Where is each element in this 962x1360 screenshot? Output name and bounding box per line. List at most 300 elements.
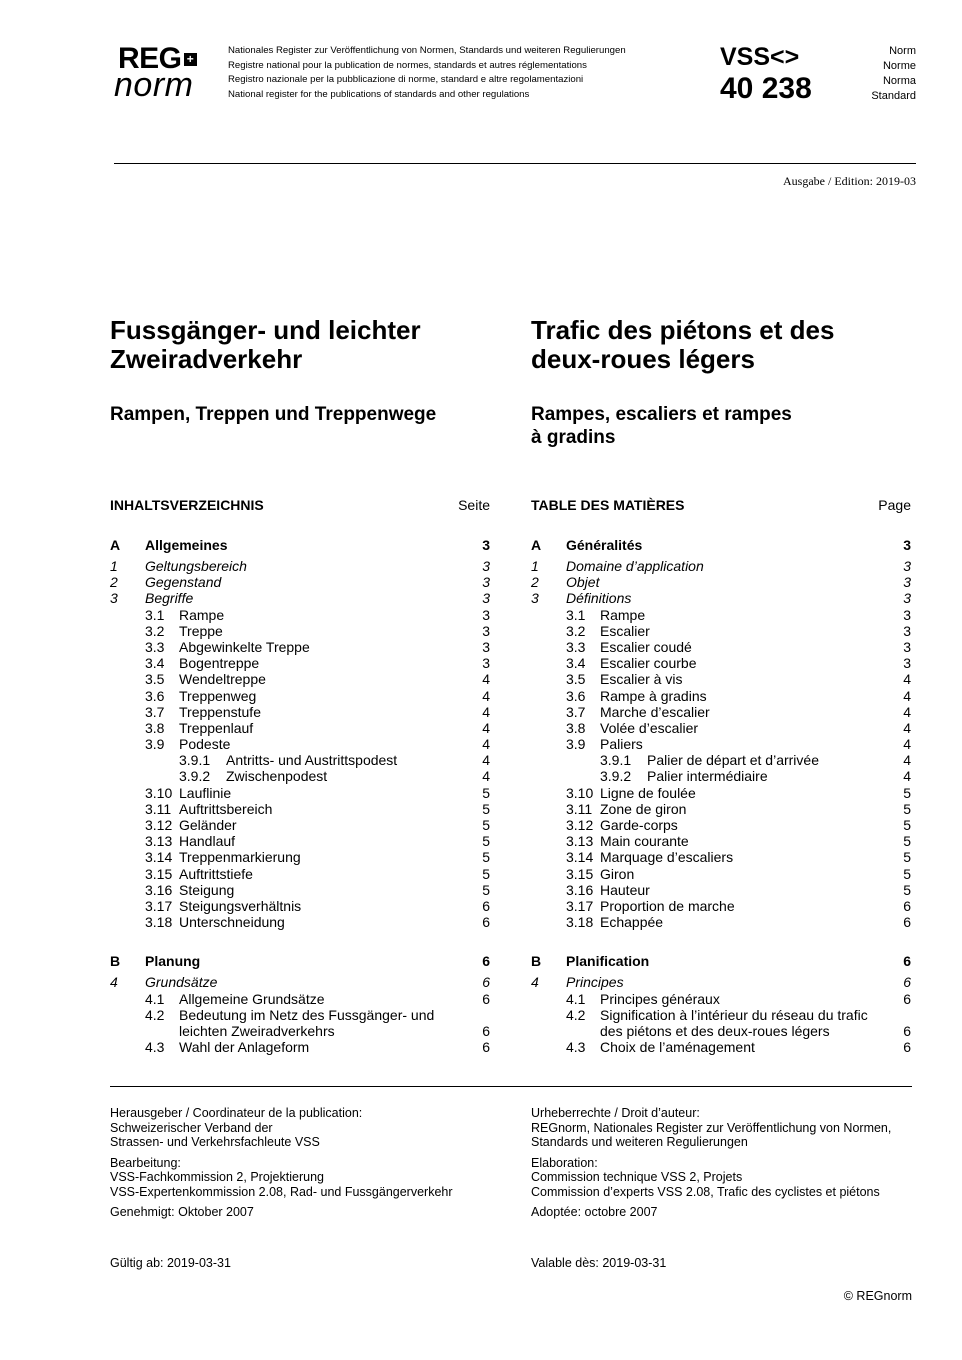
- publisher-block: Herausgeber / Coordinateur de la publication: Schweizerischer Verband der Strassen- und Verkehrsfachleute VSS: [110, 1106, 363, 1149]
- toc-entry: [110, 898, 490, 914]
- toc-page-number: 3: [903, 574, 911, 591]
- toc-page-number: 3: [482, 606, 490, 623]
- toc-subsection: [145, 607, 460, 623]
- toc-page-number: 3: [903, 638, 911, 655]
- toc-subsection-number: 4.3: [566, 1039, 586, 1056]
- toc-subsection-number: 3.10: [145, 784, 173, 801]
- toc-chapter-number: 1: [531, 558, 539, 574]
- toc-list: [110, 535, 490, 1055]
- toc-subsection: [145, 1039, 460, 1055]
- toc-subsection-title: Abgewinkelte Treppe: [179, 638, 310, 655]
- toc-page-label: Seite: [458, 497, 490, 513]
- toc-entry: [110, 801, 490, 817]
- toc-subsection-title: Hauteur: [600, 881, 650, 898]
- toc-entry: [531, 974, 911, 990]
- toc-page-number: 4: [482, 719, 490, 736]
- toc-subsection-title: Proportion de marche: [600, 897, 735, 914]
- toc-page-number: 3: [903, 537, 911, 553]
- toc-subsection: [145, 623, 460, 639]
- toc-subsection-title: Volée d’escalier: [600, 719, 699, 736]
- toc-page-number: 3: [482, 622, 490, 639]
- toc-entry: [110, 866, 490, 882]
- toc-entry: [531, 914, 911, 930]
- toc-subsection-number: 3.13: [566, 833, 594, 850]
- toc-subsection-number: 3.18: [145, 914, 173, 931]
- toc-subsection: [566, 991, 881, 1007]
- toc-subsection: [145, 817, 460, 833]
- toc-subsection-title: Signification à l’intérieur du réseau du trafic: [600, 1006, 868, 1023]
- toc-subsection-number: 3.2: [145, 622, 165, 639]
- toc-header: [110, 495, 490, 515]
- toc-subsection: [566, 720, 881, 736]
- toc-subsection-title: Allgemeine Grundsätze: [179, 990, 325, 1007]
- toc-subsubsection-title: Palier intermédiaire: [647, 768, 768, 785]
- toc-entry: [531, 898, 911, 914]
- toc-entry: [110, 558, 490, 574]
- toc-chapter-title: Objet: [566, 574, 600, 591]
- footer-divider: [110, 1086, 912, 1087]
- toc-page-number: 5: [482, 865, 490, 882]
- toc-subsection: [145, 704, 460, 720]
- toc-entry: [531, 991, 911, 1007]
- copyright-block: Urheberrechte / Droit d’auteur: REGnorm, Nationales Register zur Veröffentlichung von Normen, Standards und weiteren Regulierungen: [531, 1106, 892, 1149]
- toc-entry: [110, 736, 490, 752]
- toc-page-number: 6: [482, 953, 490, 970]
- toc-subsection: [566, 1039, 881, 1055]
- toc-subsection: [145, 785, 460, 801]
- toc-page-number: 6: [903, 1039, 911, 1056]
- toc-subsection-number: 3.10: [566, 784, 594, 801]
- toc-subsection-number: 4.2: [145, 1006, 165, 1023]
- toc-subsubsection: [145, 752, 460, 768]
- toc-subsection-number: 3.13: [145, 833, 173, 850]
- toc-subsection-number: 3.8: [566, 719, 586, 736]
- editing-block: Bearbeitung: VSS-Fachkommission 2, Projektierung VSS-Expertenkommission 2.08, Rad- und Fussgängerverkehr: [110, 1155, 453, 1199]
- toc-heading: TABLE DES MATIÈRES: [531, 497, 685, 513]
- toc-subsection-title: Choix de l’aménagement: [600, 1039, 755, 1056]
- toc-subsection-number: 3.11: [566, 800, 593, 817]
- toc-page-number: 5: [482, 800, 490, 817]
- toc-page-number: 5: [482, 784, 490, 801]
- toc-chapter-title: Gegenstand: [145, 574, 222, 591]
- toc-chapter-number: 2: [531, 574, 539, 591]
- toc-entry: [531, 785, 911, 801]
- toc-entry: [110, 607, 490, 623]
- toc-entry: [531, 849, 911, 865]
- toc-page-number: 4: [903, 687, 911, 704]
- toc-page-number: 6: [482, 990, 490, 1007]
- toc-page-number: 5: [482, 833, 490, 850]
- toc-page-number: 6: [903, 897, 911, 914]
- toc-header: [531, 495, 911, 515]
- toc-entry: [531, 768, 911, 784]
- toc-page-number: 6: [482, 914, 490, 931]
- toc-subsection-title: Unterschneidung: [179, 914, 285, 931]
- toc-page-number: 3: [903, 622, 911, 639]
- toc-subsection: [566, 882, 881, 898]
- toc-chapter-title: Grundsätze: [145, 974, 218, 991]
- toc-page-number: 3: [903, 655, 911, 672]
- toc-entry: [531, 866, 911, 882]
- toc-subsection-title: Bogentreppe: [179, 655, 260, 672]
- toc-page-number: 6: [482, 1039, 490, 1056]
- toc-subsection-number: 3.3: [145, 638, 165, 655]
- toc-subsection-number: 4.3: [145, 1039, 165, 1056]
- toc-subsubsection-number: 3.9.2: [179, 768, 211, 785]
- toc-subsection-title: Giron: [600, 865, 635, 882]
- toc-page-number: 5: [482, 849, 490, 866]
- toc-subsection-title: Treppenlauf: [179, 719, 254, 736]
- toc-subsection-title: Rampe: [179, 606, 225, 623]
- toc-page-number: 3: [903, 590, 911, 607]
- toc-page-number: 4: [482, 687, 490, 704]
- toc-entry: [531, 535, 911, 555]
- toc-subsection-number: 3.12: [145, 817, 173, 833]
- toc-subsection: [566, 639, 881, 655]
- toc-page-label: Page: [878, 497, 911, 513]
- toc-subsection: [145, 866, 460, 882]
- toc-fr: [531, 495, 911, 1055]
- toc-page-number: 6: [903, 990, 911, 1007]
- toc-entry: [531, 882, 911, 898]
- toc-page-number: 5: [903, 784, 911, 801]
- toc-subsection-title: Rampe à gradins: [600, 687, 707, 704]
- toc-subsection: [566, 671, 881, 687]
- toc-entry: [531, 704, 911, 720]
- toc-entry: [531, 607, 911, 623]
- toc-subsection: [566, 736, 881, 752]
- toc-subsection: [566, 914, 881, 930]
- toc-page-number: 4: [482, 768, 490, 785]
- toc-entry: [531, 736, 911, 752]
- regnorm-logo-reg: REG +: [118, 44, 197, 74]
- toc-page-number: 4: [482, 752, 490, 769]
- toc-subsection-title: Echappée: [600, 914, 664, 931]
- toc-subsection-title: Steigungsverhältnis: [179, 897, 302, 914]
- toc-subsection: [145, 991, 460, 1007]
- toc-subsection: [566, 1007, 881, 1039]
- approval-date: Adoptée: octobre 2007: [531, 1205, 658, 1219]
- toc-chapter-title: Geltungsbereich: [145, 558, 247, 574]
- toc-entry: [531, 833, 911, 849]
- toc-page-number: 4: [903, 719, 911, 736]
- toc-subsection: [566, 785, 881, 801]
- swiss-cross-icon: +: [184, 53, 197, 66]
- toc-subsection-number: 3.11: [145, 800, 172, 817]
- toc-entry: [110, 951, 490, 971]
- toc-subsection-title: Escalier coudé: [600, 638, 692, 655]
- toc-page-number: 6: [482, 974, 490, 991]
- toc-page-number: 5: [903, 865, 911, 882]
- toc-subsection: [566, 849, 881, 865]
- toc-page-number: 5: [903, 849, 911, 866]
- toc-entry: [110, 752, 490, 768]
- toc-subsection: [566, 866, 881, 882]
- title-de: Fussgänger- und leichter Zweiradverkehr: [110, 315, 421, 374]
- toc-page-number: 3: [903, 558, 911, 574]
- toc-subsection: [145, 655, 460, 671]
- toc-subsection-title: Main courante: [600, 833, 689, 850]
- valid-from-de: Gültig ab: 2019-03-31: [110, 1256, 231, 1270]
- regnorm-logo-norm: norm: [114, 66, 194, 104]
- toc-subsection: [145, 801, 460, 817]
- toc-subsubsection-number: 3.9.2: [600, 768, 632, 785]
- toc-section-title: Planung: [145, 953, 201, 970]
- toc-subsubsection-title: Zwischenpodest: [226, 768, 328, 785]
- toc-subsection: [566, 833, 881, 849]
- toc-entry: [110, 574, 490, 590]
- toc-subsection-title: Escalier courbe: [600, 655, 697, 672]
- toc-entry: [531, 590, 911, 606]
- toc-subsection-number: 3.15: [145, 865, 173, 882]
- toc-page-number: 5: [903, 881, 911, 898]
- toc-subsection-number: 4.2: [566, 1006, 586, 1023]
- toc-entry: [110, 991, 490, 1007]
- valid-from-fr: Valable dès: 2019-03-31: [531, 1256, 667, 1270]
- toc-entry: [531, 671, 911, 687]
- toc-chapter-number: 4: [531, 974, 539, 991]
- vss-logo: VSS<>: [720, 43, 800, 71]
- toc-subsection: [145, 639, 460, 655]
- toc-subsection-title: Treppenmarkierung: [179, 849, 301, 866]
- approval-date: Genehmigt: Oktober 2007: [110, 1205, 254, 1219]
- toc-page-number: 6: [903, 974, 911, 991]
- toc-subsection-number: 3.7: [566, 703, 586, 720]
- toc-subsection-number: 3.18: [566, 914, 594, 931]
- toc-section-letter: A: [531, 537, 542, 553]
- toc-subsection-title: Treppenstufe: [179, 703, 261, 720]
- toc-subsection-title: Escalier à vis: [600, 671, 683, 688]
- toc-subsection-title: Geländer: [179, 817, 237, 833]
- toc-heading: INHALTSVERZEICHNIS: [110, 497, 264, 513]
- toc-page-number: 3: [482, 638, 490, 655]
- toc-subsection: [145, 833, 460, 849]
- toc-subsection-number: 3.6: [145, 687, 165, 704]
- toc-subsection-title: Zone de giron: [600, 800, 687, 817]
- toc-subsection: [145, 688, 460, 704]
- toc-chapter-title: Domaine d’application: [566, 558, 704, 574]
- toc-entry: [110, 1039, 490, 1055]
- footer-fr: [531, 1106, 921, 1220]
- toc-page-number: 5: [482, 881, 490, 898]
- toc-page-number: 5: [903, 817, 911, 833]
- toc-subsection-number: 3.1: [566, 606, 586, 623]
- toc-subsection-title: Auftrittstiefe: [179, 865, 253, 882]
- toc-subsection: [566, 623, 881, 639]
- edition-date: Ausgabe / Edition: 2019-03: [783, 174, 916, 188]
- toc-page-number: 4: [903, 768, 911, 785]
- toc-section-title: Allgemeines: [145, 537, 228, 553]
- toc-page-number: 4: [482, 736, 490, 753]
- toc-subsection-number: 3.16: [566, 881, 594, 898]
- toc-page-number: 3: [482, 590, 490, 607]
- toc-subsection-number: 4.1: [566, 990, 586, 1007]
- toc-subsection-number: 4.1: [145, 990, 165, 1007]
- toc-subsection-number: 3.15: [566, 865, 594, 882]
- toc-subsection-title: Auftrittsbereich: [179, 800, 273, 817]
- toc-subsection-number: 3.14: [566, 849, 594, 866]
- toc-chapter-number: 3: [110, 590, 118, 607]
- toc-page-number: 4: [482, 671, 490, 688]
- toc-page-number: 5: [903, 800, 911, 817]
- header-divider: [114, 163, 916, 164]
- toc-subsection-number: 3.8: [145, 719, 165, 736]
- toc-subsection-number: 3.12: [566, 817, 594, 833]
- toc-section-title: Généralités: [566, 537, 643, 553]
- toc-entry: [531, 817, 911, 833]
- toc-subsubsection-title: Antritts- und Austrittspodest: [226, 752, 398, 769]
- toc-subsection: [566, 688, 881, 704]
- toc-subsubsection: [145, 768, 460, 784]
- toc-subsection-number: 3.9: [145, 736, 165, 753]
- title-fr: Trafic des piétons et des deux-roues légers: [531, 315, 835, 374]
- toc-page-number: 6: [482, 897, 490, 914]
- toc-subsection-number: 3.5: [145, 671, 165, 688]
- toc-subsection-title: Wendeltreppe: [179, 671, 266, 688]
- toc-subsection: [566, 607, 881, 623]
- toc-entry: [110, 833, 490, 849]
- toc-entry: [110, 720, 490, 736]
- toc-subsection-number: 3.3: [566, 638, 586, 655]
- toc-page-number: 4: [903, 752, 911, 769]
- toc-subsection-title: Ligne de foulée: [600, 784, 696, 801]
- toc-entry: [531, 801, 911, 817]
- toc-subsection-number: 3.2: [566, 622, 586, 639]
- toc-chapter-title: Begriffe: [145, 590, 194, 607]
- standard-number: 40 238: [720, 72, 812, 105]
- toc-chapter-number: 1: [110, 558, 118, 574]
- toc-subsection-title: Steigung: [179, 881, 235, 898]
- toc-subsection: [145, 1007, 460, 1039]
- toc-subsection-title: Handlauf: [179, 833, 236, 850]
- toc-entry: [110, 655, 490, 671]
- toc-entry: [110, 914, 490, 930]
- toc-page-number: 5: [482, 817, 490, 833]
- subtitle-fr: Rampes, escaliers et rampes à gradins: [531, 404, 792, 448]
- toc-entry: [110, 590, 490, 606]
- toc-subsection-number: 3.9: [566, 736, 586, 753]
- copyright-notice: © REGnorm: [843, 1289, 912, 1303]
- document-type: Norm Norme Norma Standard: [871, 45, 916, 102]
- toc-list: [531, 535, 911, 1055]
- toc-subsection: [145, 849, 460, 865]
- toc-entry: [110, 785, 490, 801]
- toc-subsection-number: 3.14: [145, 849, 173, 866]
- toc-section-letter: A: [110, 537, 121, 553]
- toc-page-number: 6: [903, 1022, 911, 1039]
- toc-subsubsection: [566, 752, 881, 768]
- toc-subsection: [145, 671, 460, 687]
- toc-subsection: [145, 898, 460, 914]
- toc-entry: [531, 951, 911, 971]
- toc-subsection-title: Lauflinie: [179, 784, 232, 801]
- toc-subsection-title: Garde-corps: [600, 817, 678, 833]
- toc-subsubsection-number: 3.9.1: [600, 752, 632, 769]
- toc-subsection: [145, 720, 460, 736]
- toc-entry: [110, 688, 490, 704]
- toc-chapter-title: Définitions: [566, 590, 632, 607]
- toc-entry: [110, 704, 490, 720]
- subtitle-de: Rampen, Treppen und Treppenwege: [110, 404, 437, 425]
- toc-entry: [531, 639, 911, 655]
- toc-subsection-number: 3.4: [566, 655, 586, 672]
- toc-subsubsection-number: 3.9.1: [179, 752, 211, 769]
- toc-subsection-title: Podeste: [179, 736, 231, 753]
- toc-subsection-title: Treppe: [179, 622, 223, 639]
- toc-subsection-title: Escalier: [600, 622, 650, 639]
- toc-subsection: [566, 817, 881, 833]
- toc-section-letter: B: [531, 953, 542, 970]
- toc-entry: [531, 558, 911, 574]
- toc-subsection-number: 3.16: [145, 881, 173, 898]
- toc-subsection: [566, 801, 881, 817]
- toc-chapter-number: 4: [110, 974, 118, 991]
- toc-entry: [531, 688, 911, 704]
- toc-subsection-title-cont: des piétons et des deux-roues légers: [600, 1022, 830, 1039]
- toc-subsection: [145, 736, 460, 752]
- toc-page-number: 4: [903, 736, 911, 753]
- toc-entry: [110, 639, 490, 655]
- toc-subsection: [566, 655, 881, 671]
- toc-entry: [531, 720, 911, 736]
- toc-subsection-number: 3.17: [145, 897, 173, 914]
- toc-subsection-title: Principes généraux: [600, 990, 720, 1007]
- toc-chapter-number: 3: [531, 590, 539, 607]
- toc-subsection-number: 3.1: [145, 606, 165, 623]
- toc-page-number: 3: [482, 574, 490, 591]
- toc-entry: [110, 1007, 490, 1039]
- toc-subsection-number: 3.7: [145, 703, 165, 720]
- toc-section-title: Planification: [566, 953, 650, 970]
- toc-page-number: 6: [903, 914, 911, 931]
- toc-page-number: 3: [903, 606, 911, 623]
- toc-entry: [110, 535, 490, 555]
- toc-chapter-title: Principes: [566, 974, 624, 991]
- toc-subsection-number: 3.5: [566, 671, 586, 688]
- toc-entry: [110, 671, 490, 687]
- toc-page-number: 4: [903, 703, 911, 720]
- toc-subsection-title: Rampe: [600, 606, 646, 623]
- toc-subsection-title-cont: leichten Zweiradverkehrs: [179, 1022, 335, 1039]
- toc-section-letter: B: [110, 953, 121, 970]
- toc-subsection-title: Wahl der Anlageform: [179, 1039, 310, 1056]
- toc-subsubsection: [566, 768, 881, 784]
- toc-entry: [531, 655, 911, 671]
- toc-entry: [531, 1007, 911, 1039]
- toc-page-number: 3: [482, 655, 490, 672]
- toc-subsection-title: Bedeutung im Netz des Fussgänger- und: [179, 1006, 435, 1023]
- toc-chapter-number: 2: [110, 574, 118, 591]
- toc-entry: [110, 768, 490, 784]
- toc-entry: [110, 849, 490, 865]
- toc-page-number: 3: [482, 558, 490, 574]
- register-description: Nationales Register zur Veröffentlichung von Normen, Standards und weiteren Regulierungen Registre national pour la publication de normes, standards et autres réglementations Registro nazionale per la pubblicazione di norme, standard e altre regolamentazioni National register for the publications of standards and other regulations: [228, 45, 626, 100]
- toc-subsection: [566, 898, 881, 914]
- footer-de: [110, 1106, 500, 1220]
- toc-subsection: [145, 882, 460, 898]
- toc-subsection-title: Marquage d’escaliers: [600, 849, 734, 866]
- toc-entry: [531, 1039, 911, 1055]
- toc-subsection-title: Marche d’escalier: [600, 703, 710, 720]
- toc-entry: [110, 882, 490, 898]
- toc-page-number: 6: [903, 953, 911, 970]
- toc-subsection-number: 3.17: [566, 897, 594, 914]
- editing-block: Elaboration: Commission technique VSS 2, Projets Commission d’experts VSS 2.08, Trafic des cyclistes et piétons: [531, 1155, 880, 1199]
- toc-entry: [531, 752, 911, 768]
- toc-subsection-title: Paliers: [600, 736, 643, 753]
- toc-page-number: 4: [903, 671, 911, 688]
- toc-subsection: [145, 914, 460, 930]
